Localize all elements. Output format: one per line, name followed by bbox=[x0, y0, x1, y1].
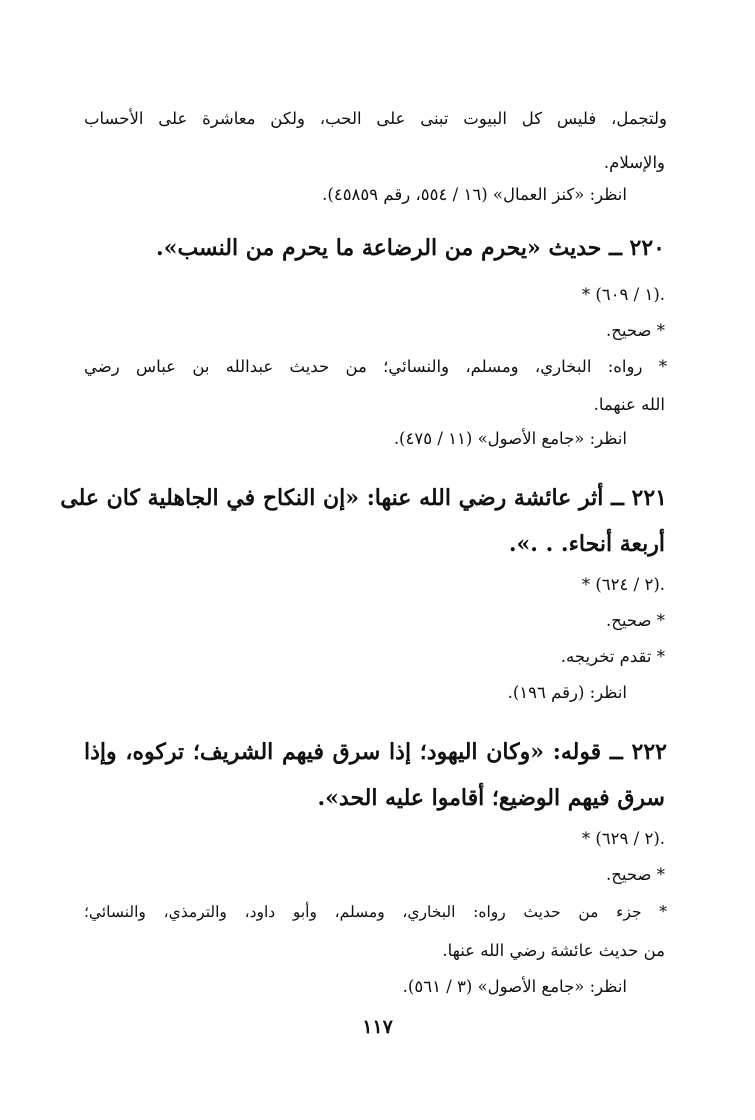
reference-line: انظر: «جامع الأصول» (٣ / ٥٦١). bbox=[402, 977, 627, 996]
reference-line: انظر: (رقم ١٩٦). bbox=[507, 683, 627, 702]
narration-text: * تقدم تخريجه. bbox=[560, 647, 665, 666]
grade-label: * صحيح. bbox=[605, 865, 665, 884]
entry-heading-222-cont: سرق فيهم الوضيع؛ أقاموا عليه الحد». bbox=[317, 785, 665, 811]
entry-heading-220: ٢٢٠ ــ حديث «يحرم من الرضاعة ما يحرم من النسب». bbox=[156, 235, 665, 261]
text-line: من حديث عائشة رضي الله عنها. bbox=[442, 941, 665, 960]
text-line: الله عنهما. bbox=[593, 395, 665, 414]
entry-heading-221: ٢٢١ ــ أثر عائشة رضي الله عنها: «إن النكاح في الجاهلية كان على bbox=[60, 485, 667, 511]
grade-label: * صحيح. bbox=[605, 611, 665, 630]
reference-line: انظر: «كنز العمال» (١٦ / ٥٥٤، رقم ٤٥٨٥٩). bbox=[322, 185, 627, 204]
text-line: ولتجمل، فليس كل البيوت تبنى على الحب، ولكن معاشرة على الأحساب bbox=[84, 109, 667, 128]
volume-page-ref: * (١ / ٦٠٩). bbox=[581, 285, 665, 304]
narration-text: * رواه: البخاري، ومسلم، والنسائي؛ من حديث عبدالله بن عباس رضي bbox=[84, 357, 667, 376]
volume-page-ref: * (٢ / ٦٢٩). bbox=[581, 829, 665, 848]
entry-heading-222: ٢٢٢ ــ قوله: «وكان اليهود؛ إذا سرق فيهم الشريف؛ تركوه، وإذا bbox=[84, 739, 667, 765]
text-line: والإسلام. bbox=[603, 153, 665, 172]
reference-line: انظر: «جامع الأصول» (١١ / ٤٧٥). bbox=[393, 429, 627, 448]
volume-page-ref: * (٢ / ٦٢٤). bbox=[581, 575, 665, 594]
page-number: ١١٧ bbox=[362, 1016, 393, 1038]
narration-text: * جزء من حديث رواه: البخاري، ومسلم، وأبو داود، والترمذي، والنسائي؛ bbox=[84, 903, 667, 921]
grade-label: * صحيح. bbox=[605, 321, 665, 340]
entry-heading-221-cont: أربعة أنحاء. . .». bbox=[508, 531, 665, 557]
